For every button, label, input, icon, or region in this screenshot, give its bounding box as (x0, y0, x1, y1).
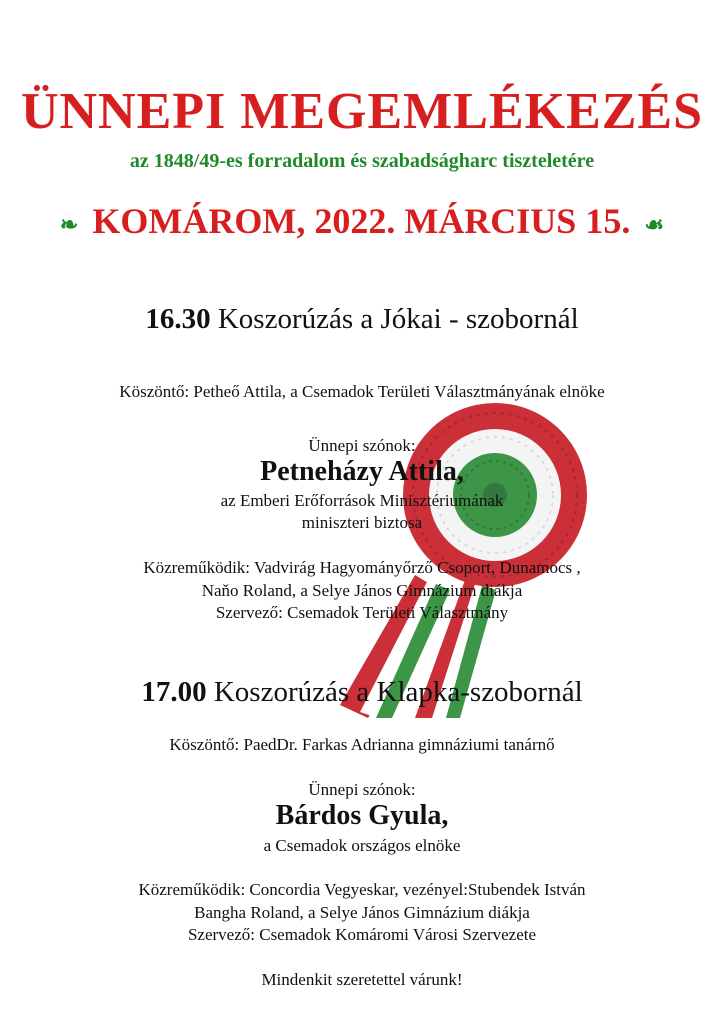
event2-speaker-name: Bárdos Gyula, (275, 800, 449, 831)
event2-participants-line2: Bangha Roland, a Selye János Gimnázium diákja (194, 903, 530, 922)
event2-time: 17.00 (141, 676, 207, 708)
event2-participants-line1: Közreműködik: Concordia Vegyeskar, vezényel:Stubendek István (138, 880, 586, 899)
page-title: ÜNNEPI MEGEMLÉKEZÉS (20, 83, 704, 140)
page-subtitle: az 1848/49-es forradalom és szabadságharc tiszteletére (129, 150, 595, 172)
swirl-ornament-icon: ☙ (644, 211, 665, 237)
event1-heading (0, 303, 724, 336)
event2-organizer: Szervező: Csemadok Komáromi Városi Szervezete (187, 925, 537, 944)
event1-participants-line1: Közreműködik: Vadvirág Hagyományőrző Csoport, Dunamocs , (143, 558, 581, 577)
event2-greeting: Köszöntő: PaedDr. Farkas Adrianna gimnáziumi tanárnő (169, 735, 555, 754)
swirl-ornament-icon: ❧ (59, 211, 79, 237)
event1-speaker-role2: miniszteri biztosa (301, 513, 423, 532)
event1-greeting: Köszöntő: Petheő Attila, a Csemadok Területi Választmányának elnöke (119, 382, 605, 401)
date-text: KOMÁROM, 2022. MÁRCIUS 15. (92, 201, 631, 241)
event1-organizer: Szervező: Csemadok Területi Választmány (215, 603, 509, 622)
event2-speaker-role1: a Csemadok országos elnöke (263, 836, 461, 855)
event1-time: 16.30 (145, 303, 211, 335)
event1-title: Koszorúzás a Jókai - szobornál (210, 303, 579, 335)
event2-speakers-label: Ünnepi szónok: (308, 780, 416, 799)
event2-heading (0, 676, 724, 709)
date-line (0, 200, 724, 242)
event2-title: Koszorúzás a Klapka-szobornál (206, 676, 583, 708)
event1-participants-line2: Naňo Roland, a Selye János Gimnázium diákja (201, 581, 523, 600)
event1-speaker-name: Petneházy Attila, (260, 456, 464, 487)
closing-text: Mindenkit szeretettel várunk! (261, 970, 463, 989)
event1-speakers-label: Ünnepi szónok: (308, 436, 416, 455)
event1-speaker-role1: az Emberi Erőforrások Minisztériumának (220, 491, 504, 510)
